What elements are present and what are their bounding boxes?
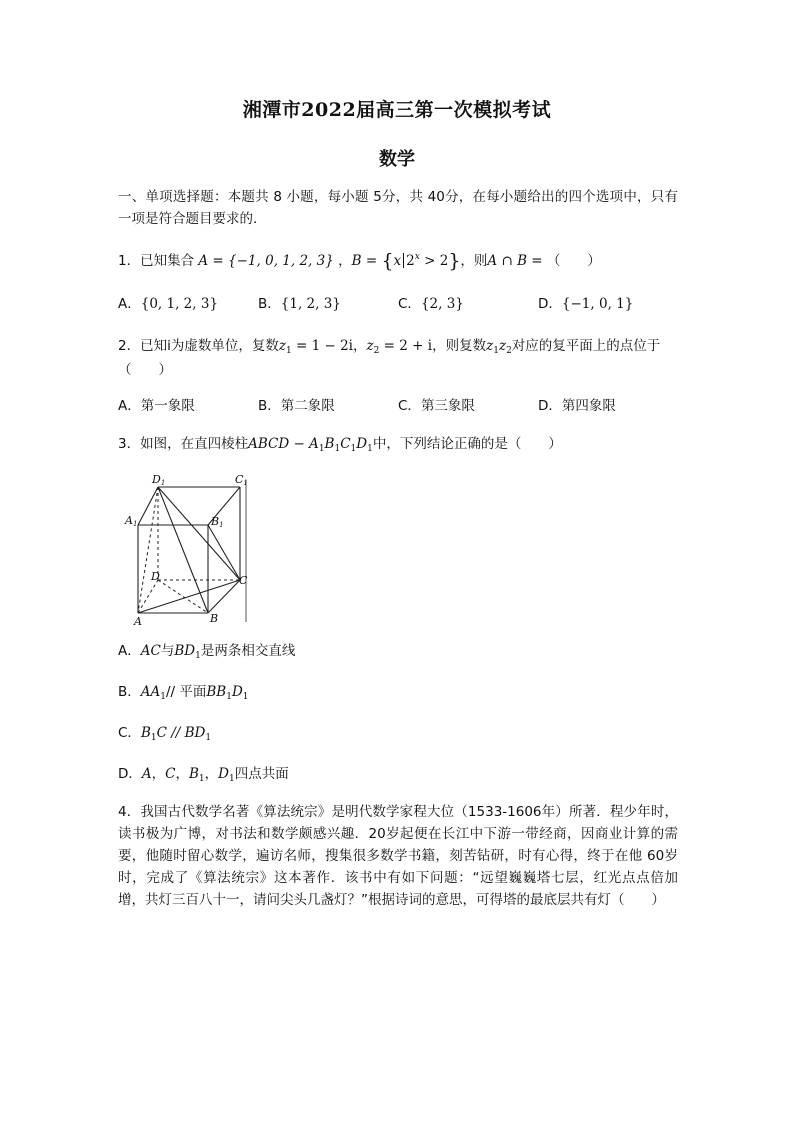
answer-blank: （ ）	[546, 253, 601, 269]
question-2-stem: 2．已知i为虚数单位，复数$z_1 = 1 - 2i$，$z_2 = 2 + i$，则复数$z_1z_2$对应的复平面上的点位于	[118, 338, 661, 356]
label-b1: B1	[211, 515, 224, 529]
label-c: C	[239, 574, 248, 587]
prism-name: ABCD − A	[248, 436, 319, 452]
q2-option-c: C．第三象限	[398, 398, 475, 414]
set-b-lhs: B =	[351, 253, 378, 269]
subject-heading: 数学	[379, 149, 415, 170]
label-b: B	[210, 612, 219, 625]
q1-option-a: A．{0, 1, 2, 3}	[118, 296, 219, 312]
question-4: 4．我国古代数学名著《算法统宗》是明代数学家程大位（1533-1606年）所著．程少年时，读书极为广博，对书法和数学颇感兴趣．20岁起便在长江中下游一带经商，因商业计算的需要，他随时留心数学，遍访名师，搜集很多数学书籍，刻苦钻研，时有心得，终于在他 60岁时，完成了《算法统宗》这本著作．该书中有如下问题：“远望巍巍塔七层，红光点点倍加增，共灯三百八十一，请问尖头几盏灯？”根据诗词的意思，可得塔的最底层共有灯（ ）	[118, 804, 678, 908]
page-title: 湘潭市2022届高三第一次模拟考试	[242, 99, 552, 121]
question-3-stem: 3．如图，在直四棱柱ABCD − $A_1B_1C_1D_1$中，下列结论正确的是（ ）	[118, 436, 562, 454]
label-d: D	[151, 570, 160, 583]
q1-mid: ，则	[460, 253, 488, 269]
section-instructions: 一、单项选择题：本题共 8 小题，每小题 5分，共 40分，在每小题给出的四个选项中，只有一项是符合题目要求的.	[118, 189, 678, 227]
set-b-close-brace: }	[448, 250, 461, 272]
q3-option-b: B．$AA_1//$ 平面$BB_1D_1$	[118, 684, 249, 702]
q2-option-a: A．第一象限	[118, 398, 195, 414]
q3-option-d: D．A，C，$B_1$，$D_1$四点共面	[118, 766, 289, 784]
set-b-condition: > 2	[424, 253, 449, 269]
q1-option-c: C．{2, 3}	[398, 296, 464, 312]
edge-b1c	[208, 525, 240, 580]
q1-prefix: 已知集合	[140, 253, 195, 269]
question-1-stem: 1．已知集合 A = {−1, 0, 1, 2, 3} ，B = {x 2$^x$ > 2}，则A ∩ B = （ ）	[118, 250, 601, 272]
z2: z	[366, 338, 374, 354]
label-a1: A1	[125, 514, 138, 528]
label-c1: C1	[235, 473, 248, 487]
q2-option-b: B．第二象限	[258, 398, 335, 414]
set-b-exponent: x	[414, 252, 420, 262]
intersection-expr: A ∩ B =	[487, 253, 543, 269]
q3-option-a: A．AC与$BD_1$是两条相交直线	[118, 643, 296, 661]
z1-value: = 1 − 2i	[291, 338, 354, 354]
z1: z	[278, 338, 286, 354]
set-a: A = {−1, 0, 1, 2, 3}	[198, 253, 334, 269]
question-number: 3．	[118, 436, 141, 452]
question-number: 1．	[118, 253, 141, 269]
set-b-var: x	[393, 253, 402, 269]
hidden-edge-db	[158, 580, 208, 613]
label-a: A	[134, 615, 142, 628]
q1-option-b: B．{1, 2, 3}	[258, 296, 341, 312]
q3-option-c: C．$B_1C // BD_1$	[118, 725, 212, 743]
set-b-open-brace: {	[381, 250, 394, 272]
q2-option-d: D．第四象限	[538, 398, 616, 414]
z2-value: = 2 + i	[379, 338, 433, 354]
question-number: 2．	[118, 338, 141, 354]
q1-option-d: D．{−1, 0, 1}	[538, 296, 634, 312]
prism-figure	[118, 470, 258, 630]
label-d1: D1	[152, 473, 166, 487]
edge-d1b	[158, 487, 208, 613]
set-builder-bar	[403, 253, 404, 268]
q2-answer-blank: （ ）	[118, 362, 172, 378]
set-b-base: 2	[406, 253, 415, 269]
